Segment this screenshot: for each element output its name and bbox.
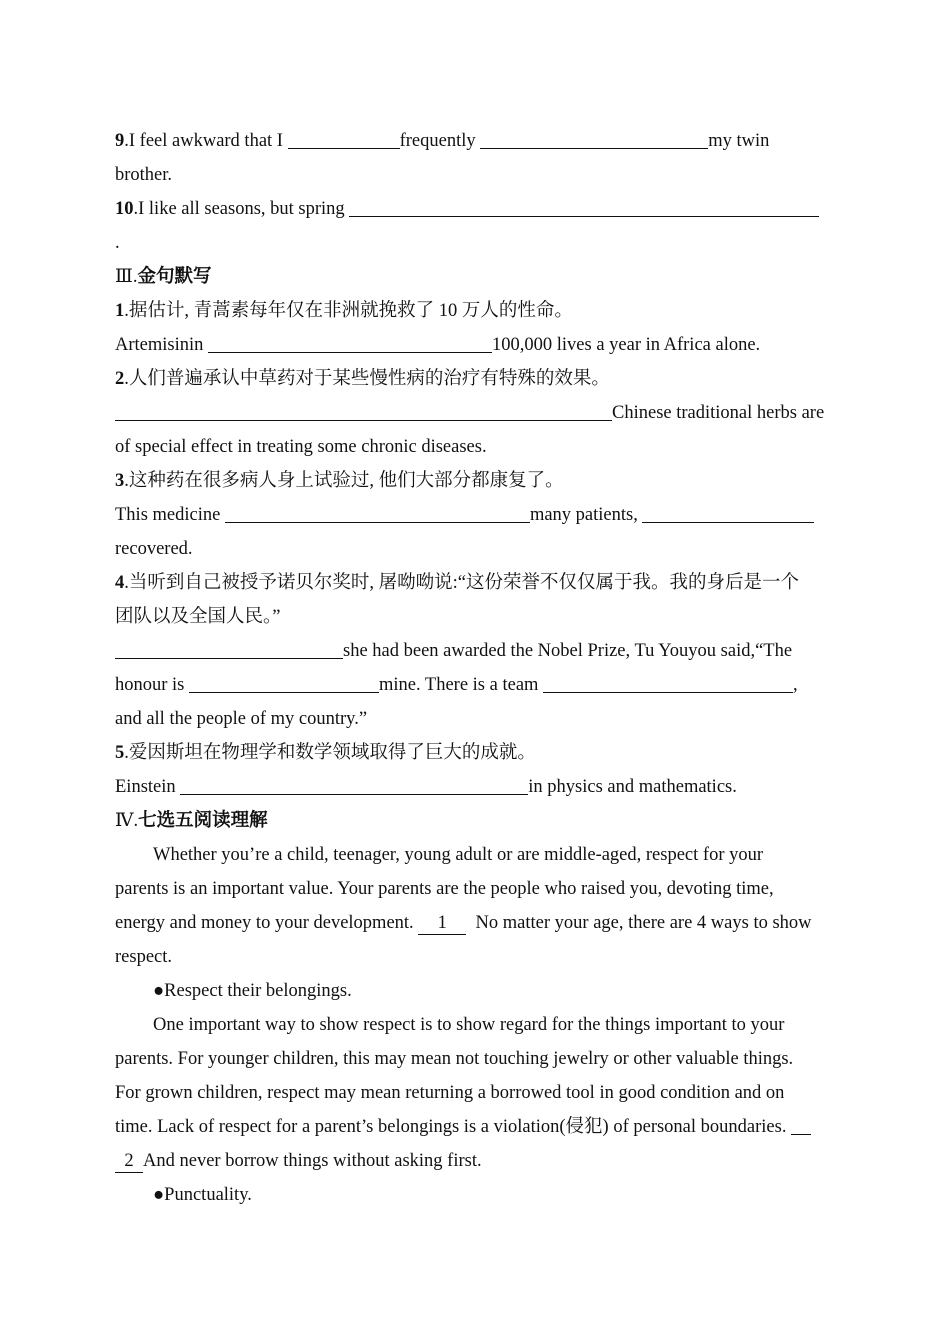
s1-chinese: 1.据估计, 青蒿素每年仅在非洲就挽救了 10 万人的性命。 bbox=[115, 301, 573, 321]
s4-chinese-line1: 4.当听到自己被授予诺贝尔奖时, 屠呦呦说:“这份荣誉不仅仅属于我。我的身后是一个 bbox=[115, 573, 799, 593]
q10-line2: . bbox=[115, 233, 120, 253]
s4-english-line3: and all the people of my country.” bbox=[115, 709, 368, 729]
answer-blank[interactable] bbox=[480, 126, 708, 149]
passage-subheading: ●Punctuality. bbox=[153, 1185, 252, 1205]
passage-subheading: ●Respect their belongings. bbox=[153, 981, 352, 1001]
q9-line2: brother. bbox=[115, 165, 173, 185]
passage-line: energy and money to your development. 1 No matter your age, there are 4 ways to show bbox=[115, 913, 812, 933]
s3-english-line2: recovered. bbox=[115, 539, 193, 559]
passage-line: respect. bbox=[115, 947, 173, 967]
passage-line: parents is an important value. Your parents are the people who raised you, devoting time, bbox=[115, 879, 774, 899]
s3-english-line1: This medicine many patients, bbox=[115, 498, 837, 532]
section-3-heading: Ⅲ.金句默写 bbox=[115, 267, 212, 287]
answer-blank[interactable] bbox=[543, 670, 793, 693]
passage-line: parents. For younger children, this may mean not touching jewelry or other valuable things. bbox=[115, 1049, 794, 1069]
passage-line: time. Lack of respect for a parent’s belongings is a violation(侵犯) of personal boundaries. bbox=[115, 1110, 837, 1144]
gap-blank-1[interactable]: 1 bbox=[418, 912, 466, 935]
answer-blank[interactable] bbox=[180, 772, 528, 795]
answer-blank[interactable] bbox=[115, 636, 343, 659]
q10-line1: 10.I like all seasons, but spring bbox=[115, 192, 837, 226]
answer-blank[interactable] bbox=[208, 330, 492, 353]
answer-blank[interactable] bbox=[225, 500, 530, 523]
passage-line: 2 And never borrow things without asking first. bbox=[115, 1144, 837, 1178]
answer-blank[interactable] bbox=[189, 670, 379, 693]
answer-blank[interactable] bbox=[288, 126, 400, 149]
section-4-heading: Ⅳ.七选五阅读理解 bbox=[115, 811, 268, 831]
passage-line: For grown children, respect may mean returning a borrowed tool in good condition and on bbox=[115, 1083, 785, 1103]
s2-english-line2: of special effect in treating some chronic diseases. bbox=[115, 437, 487, 457]
s2-chinese: 2.人们普遍承认中草药对于某些慢性病的治疗有特殊的效果。 bbox=[115, 369, 610, 389]
answer-blank[interactable] bbox=[349, 194, 819, 217]
s2-english-line1: Chinese traditional herbs are bbox=[115, 396, 837, 430]
s4-english-line1: she had been awarded the Nobel Prize, Tu Youyou said,“The bbox=[115, 634, 837, 668]
answer-blank[interactable] bbox=[791, 1112, 811, 1135]
passage-line: Whether you’re a child, teenager, young adult or are middle-aged, respect for your bbox=[153, 845, 764, 865]
answer-blank[interactable] bbox=[115, 398, 612, 421]
gap-blank-2[interactable]: 2 bbox=[115, 1150, 143, 1173]
answer-blank[interactable] bbox=[642, 500, 814, 523]
q9-line1: 9.I feel awkward that I frequently my twin bbox=[115, 124, 837, 158]
s3-chinese: 3.这种药在很多病人身上试验过, 他们大部分都康复了。 bbox=[115, 471, 564, 491]
s1-english: Artemisinin 100,000 lives a year in Africa alone. bbox=[115, 328, 837, 362]
worksheet-page bbox=[115, 124, 837, 1212]
s5-english: Einstein in physics and mathematics. bbox=[115, 770, 837, 804]
passage-line: One important way to show respect is to show regard for the things important to your bbox=[153, 1015, 785, 1035]
s4-english-line2: honour is mine. There is a team , bbox=[115, 668, 837, 702]
s4-chinese-line2: 团队以及全国人民。” bbox=[115, 607, 281, 627]
s5-chinese: 5.爱因斯坦在物理学和数学领域取得了巨大的成就。 bbox=[115, 743, 536, 763]
